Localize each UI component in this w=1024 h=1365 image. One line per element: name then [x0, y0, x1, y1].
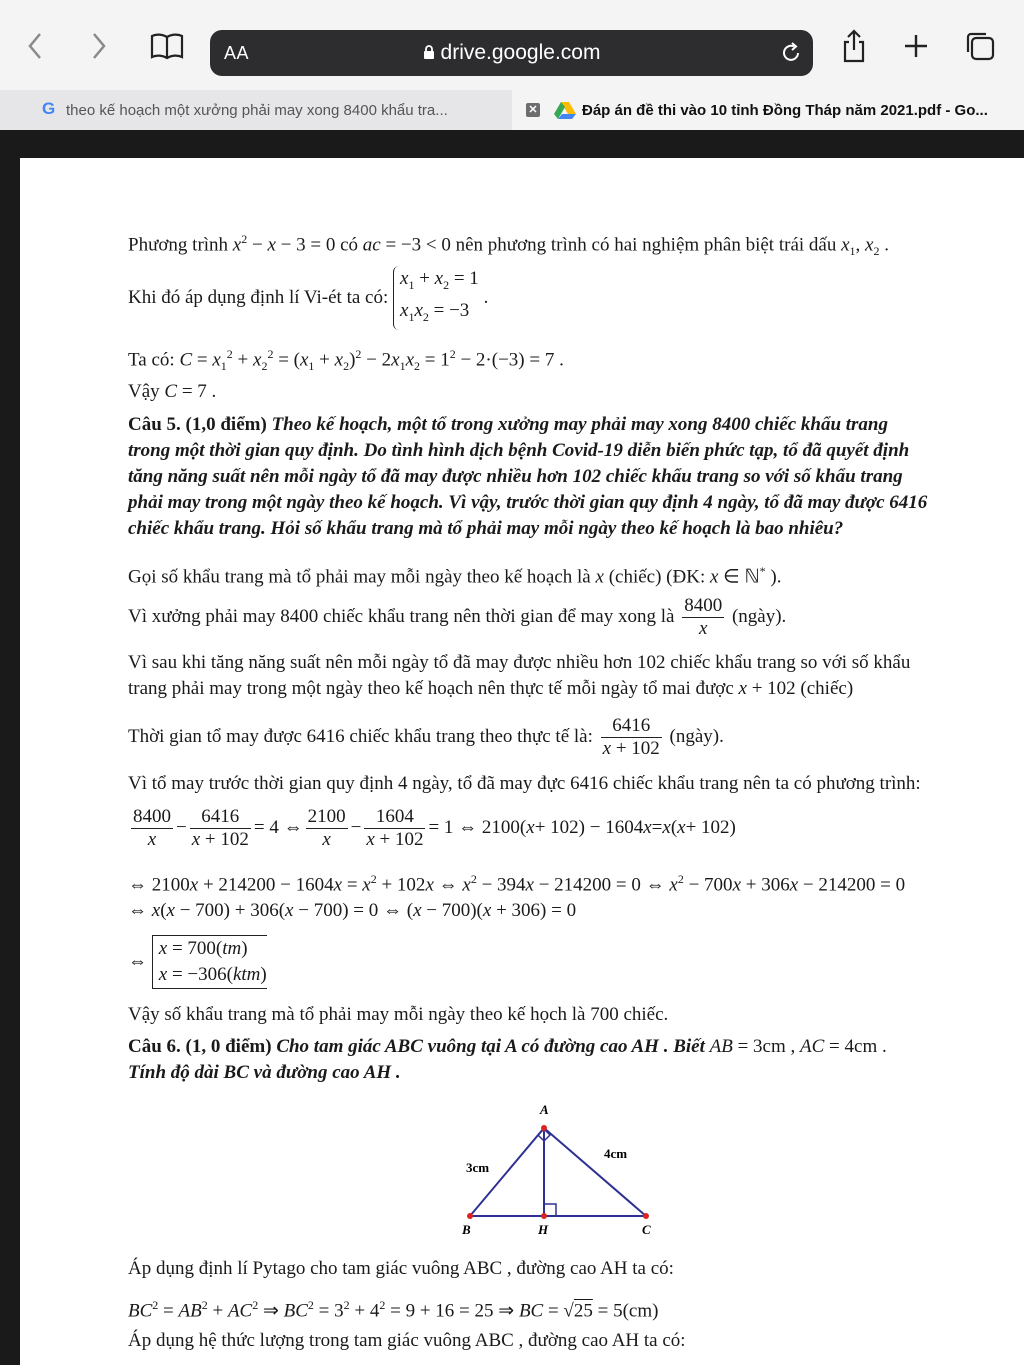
url-text: drive.google.com	[440, 41, 601, 64]
doc-line: Áp dụng hệ thức lượng trong tam giác vuông ABC , đường cao AH ta có:	[128, 1330, 686, 1351]
label-h: H	[538, 1222, 549, 1237]
doc-line: Thời gian tổ may được 6416 chiếc khẩu trang theo thực tế là: $\frac{6416}{x + 102}$ (ngày).	[128, 714, 724, 759]
book-icon	[150, 32, 184, 60]
plus-icon	[903, 33, 929, 59]
bookmarks-button[interactable]	[148, 28, 186, 64]
label-a: A	[540, 1102, 549, 1117]
new-tab-button[interactable]	[900, 28, 932, 64]
tab-drive-pdf[interactable]	[512, 90, 1024, 130]
close-tab-icon[interactable]: ✕	[526, 103, 540, 117]
lock-icon	[423, 44, 435, 60]
doc-line: Vì tổ may trước thời gian quy định 4 ngày, tổ đã may đực 6416 chiếc khẩu trang nên ta có phương trình:	[128, 773, 921, 794]
tab-overview-button[interactable]	[962, 28, 998, 64]
chevron-right-icon	[91, 32, 107, 60]
vieta-system: $x_1 + x_2 = 1$ $x_1x_2 = -3$	[393, 266, 479, 330]
doc-line: Khi đó áp dụng định lí Vi-ét ta có: $x_1 + x_2 = 1$ $x_1x_2 = -3$ .	[128, 268, 488, 328]
share-icon	[841, 29, 867, 63]
google-icon: G	[42, 99, 56, 118]
doc-line: Vì xưởng phải may 8400 chiếc khẩu trang nên thời gian để may xong là $\frac{8400}{x}$ (ngày).	[128, 594, 787, 639]
question-5: Câu 5. (1,0 điểm) Theo kế hoạch, một tổ trong xưởng may phải may xong 8400 chiếc khẩu trang trong một thời gian quy định. Do tình hình dịch bệnh Covid-19 diễn biến phức tạp, tổ đã quyết định tăng năng suất nên mỗi ngày tổ đã may được nhiều hơn 102 chiếc khẩu trang so với số khẩu trang phải may trong một ngày theo kế hoạch. Vì vậy, trước thời gian quy định 4 ngày, tổ đã may được 6416 chiếc khẩu trang. Hỏi số khẩu trang mà tổ phải may mỗi ngày theo kế hoạch là bao nhiêu?	[128, 414, 928, 539]
tab-title: Đáp án đề thi vào 10 tỉnh Đồng Tháp năm 2021.pdf - Go...	[582, 101, 988, 119]
doc-line: Vậy số khẩu trang mà tổ phải may mỗi ngày theo kế họch là 700 chiếc.	[128, 1004, 669, 1025]
reload-icon[interactable]	[779, 40, 803, 66]
reader-aa-button[interactable]: AA	[224, 43, 250, 63]
address-bar[interactable]	[210, 30, 813, 76]
equation: ⇔ x(x − 700) + 306(x − 700) = 0 ⇔ (x − 700)(x + 306) = 0	[128, 900, 577, 921]
doc-line: Vậy C = 7 .	[128, 381, 217, 402]
pdf-page	[20, 158, 1024, 1365]
tab-google-search[interactable]	[0, 90, 512, 130]
label-b: B	[462, 1222, 471, 1237]
doc-line: Gọi số khẩu trang mà tổ phải may mỗi ngày theo kế hoạch là x (chiếc) (ĐK: x ∈ ℕ* ).	[128, 564, 782, 588]
forward-button[interactable]	[86, 28, 112, 64]
label-ac: 4cm	[604, 1146, 628, 1161]
back-button[interactable]	[22, 28, 48, 64]
tabs-icon	[964, 30, 996, 62]
tab-bar	[0, 90, 1024, 130]
triangle-figure	[440, 1098, 680, 1238]
doc-line: Phương trình $x^2 - x - 3 = 0$ có ac = −3 < 0 nên phương trình có hai nghiệm phân biệt trái dấu $x_1$, $x_2$ .	[128, 232, 889, 259]
label-c: C	[642, 1222, 651, 1237]
equation: $\frac{8400}{x}$ − $\frac{6416}{x + 102}$ = 4 ⇔ $\frac{2100}{x}$ − $\frac{1604}{x + 102}$ = 1 ⇔ 2100( x + 102) − 1604 x = x ( x + 102)	[133, 805, 736, 850]
label-ab: 3cm	[466, 1160, 490, 1175]
share-button[interactable]	[838, 28, 870, 64]
doc-line: Vì sau khi tăng năng suất nên mỗi ngày tổ đã may được nhiều hơn 102 chiếc khẩu trang so với số khẩu trang phải may trong một ngày theo kế hoạch nên thực tế mỗi ngày tổ mai được x + 102 (chiếc)	[128, 652, 911, 699]
doc-line: Ta có: $C = x_1^2 + x_2^2 = (x_1 + x_2)^2 - 2x_1x_2 = 1^2 - 2\cdot(-3) = 7$ .	[128, 347, 564, 374]
tab-title: theo kế hoạch một xưởng phải may xong 8400 khẩu tra...	[66, 101, 448, 119]
browser-toolbar	[0, 0, 1024, 90]
google-drive-icon	[554, 101, 576, 119]
equation: ⇔ $2100x + 214200 - 1604x = x^2 + 102x$ ⇔ $x^2 - 394x - 214200 = 0$ ⇔ $x^2 - 700x + 306x - 214200 = 0$	[128, 872, 906, 896]
question-6: Câu 6. (1, 0 điểm) Cho tam giác ABC vuông tại A có đường cao AH . Biết AB = 3cm , AC = 4cm . Tính độ dài BC và đường cao AH .	[128, 1036, 887, 1083]
chevron-left-icon	[27, 32, 43, 60]
equation: ⇔ x = 700(tm) x = −306(ktm)	[128, 932, 267, 992]
equation: $BC^2 = AB^2 + AC^2$ ⇒ $BC^2 = 3^2 + 4^2 = 9 + 16 = 25$ ⇒ BC = √25 = 5(cm)	[128, 1298, 659, 1322]
doc-line: Áp dụng định lí Pytago cho tam giác vuông ABC , đường cao AH ta có:	[128, 1258, 674, 1279]
